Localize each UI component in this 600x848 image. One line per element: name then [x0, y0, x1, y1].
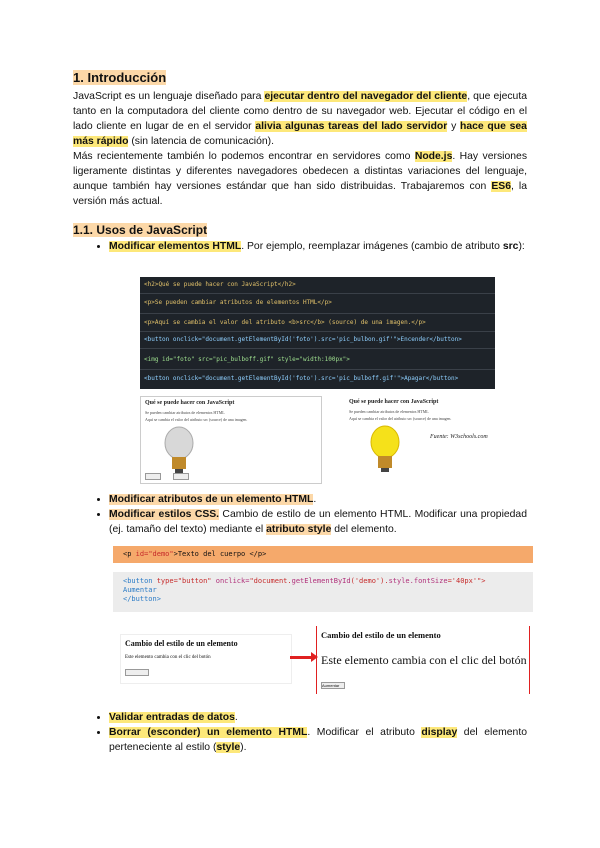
arrow-right-icon	[290, 656, 312, 659]
code-snippet-button: <button type="button" onclick="document.getElementById('demo').style.fontSize='40px'"> Aumentar </button>	[113, 572, 533, 612]
document-page	[73, 70, 527, 254]
intro-paragraph-2: Más recientemente también lo podemos encontrar en servidores como Node.js. Hay versiones ligeramente distintas y diferentes navegadores obedecen a distintas variaciones del lenguaje, aunque también hay versiones estándar que han sido distribuidas. Trabajaremos con ES6, la versión más actual.	[73, 151, 528, 207]
uses-list-top	[73, 239, 527, 254]
demo-screenshot-on: Qué se puede hacer con JavaScript Se pueden cambiar atributos de elementos HTML Aquí se cambia el valor del atributo src (source) de una imagen. Fuente: W3schools.com	[345, 396, 495, 482]
demo-line: Se pueden cambiar atributos de elementos HTML	[145, 410, 225, 415]
list-item: • Modificar elementos HTML. Por ejemplo, reemplazar imágenes (cambio de atributo src):	[109, 239, 527, 254]
bulb-on-icon	[367, 422, 412, 477]
demo-line: Aquí se cambia el valor del atributo src (source) de una imagen.	[145, 417, 248, 422]
list-item: • Borrar (esconder) un elemento HTML. Modificar el atributo display del elemento perteneciente al estilo (style).	[109, 725, 527, 755]
off-button[interactable]	[173, 473, 189, 480]
style-demo-heading: Cambio del estilo de un elemento	[125, 639, 238, 648]
code-line: <img id="foto" src="pic_bulboff.gif" style="width:100px">	[144, 356, 350, 363]
list-item: • Validar entradas de datos.	[109, 710, 527, 725]
intro-paragraph-1: JavaScript es un lenguaje diseñado para ejecutar dentro del navegador del cliente, que ejecuta tanto en la computadora del cliente como dentro de su navegador web. Ejecutar el código en el lado cliente en lugar de en el servidor alivia algunas tareas del lado servidor y hace que sea más rápido (sin latencia de comunicación).	[73, 91, 527, 147]
code-screenshot	[140, 277, 495, 389]
style-demo-after: Cambio del estilo de un elemento Este elemento cambia con el clic del botón Aumentar	[316, 626, 530, 694]
style-demo-before	[120, 634, 292, 684]
demo-heading: Qué se puede hacer con JavaScript	[145, 400, 235, 406]
code-snippet-paragraph: <p id="demo">Texto del cuerpo </p>	[113, 546, 533, 563]
style-demo-text-large: Este elemento cambia con el clic del botón	[321, 653, 527, 667]
code-line: <h2>Qué se puede hacer con JavaScript</h2>	[144, 281, 296, 288]
code-line: <p>Aquí se cambia el valor del atributo <b>src</b> (source) de una imagen.</p>	[144, 319, 426, 326]
code-line: <button onclick="document.getElementById('foto').src='pic_bulbon.gif'">Encender</button>	[144, 336, 462, 343]
bulb-off-icon	[161, 423, 206, 478]
section-title-uses: 1.1. Usos de JavaScript	[73, 223, 208, 237]
uses-list-bottom	[73, 710, 527, 755]
section-title-intro: 1. Introducción	[73, 70, 167, 85]
code-line: <p>Se pueden cambiar atributos de elementos HTML</p>	[144, 299, 332, 306]
uses-list-middle	[73, 492, 527, 537]
list-item: • Modificar atributos de un elemento HTML.	[109, 492, 527, 507]
code-line: <button onclick="document.getElementById('foto').src='pic_bulboff.gif'">Apagar</button>	[144, 375, 459, 382]
style-demo-text: Este elemento cambia con el clic del botón	[125, 655, 211, 660]
source-credit: Fuente: W3schools.com	[430, 434, 488, 440]
increase-button[interactable]	[125, 669, 149, 676]
demo-screenshot-off	[140, 396, 322, 484]
on-button[interactable]	[145, 473, 161, 480]
list-item: • Modificar estilos CSS. Cambio de estilo de un elemento HTML. Modificar una propiedad (ej. tamaño del texto) mediante el atributo style del elemento.	[109, 507, 527, 537]
increase-button[interactable]: Aumentar	[321, 682, 345, 689]
